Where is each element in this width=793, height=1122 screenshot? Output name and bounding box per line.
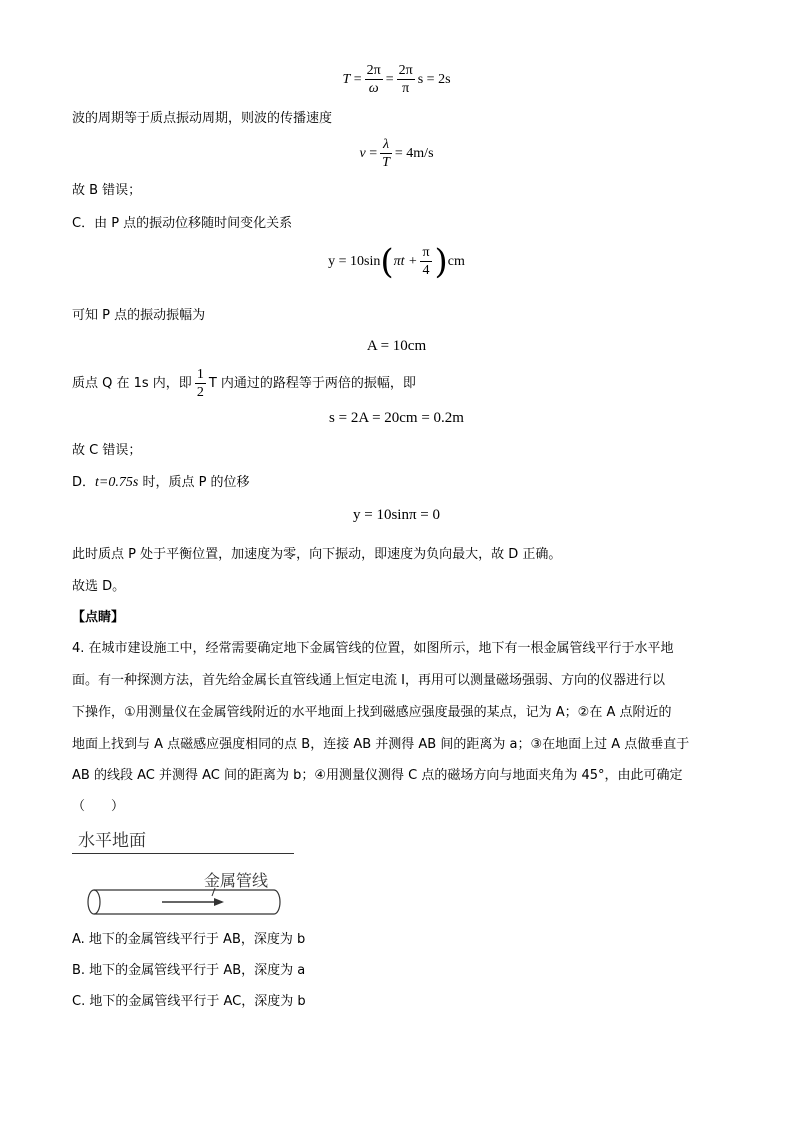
- eq-period-frac2: $\frac{2\pi}{\pi}$: [398, 63, 413, 96]
- q4-line6: （ ）: [72, 799, 125, 814]
- text-line6: 故 C 错误；: [72, 443, 142, 458]
- equation-displacement-t: y = 10sinπ = 0: [353, 507, 440, 523]
- text-line5-frac: $\frac{1}{2}$: [196, 367, 204, 400]
- comment-label: 【点睛】: [72, 610, 125, 625]
- q4-line4: 地面上找到与 A 点磁感应强度相同的点 B，连接 AB 并测得 AB 间的距离为 a；③在地面上过 A 点做垂直于: [72, 737, 690, 752]
- text-line8: 此时质点 P 处于平衡位置，加速度为零，向下振动，即速度为负向最大，故 D 正确。: [72, 547, 562, 562]
- option-a: A. 地下的金属管线平行于 AB，深度为 b: [72, 932, 306, 947]
- equation-speed: v = $\frac{\lambda}{T}$ = 4m/s: [359, 137, 434, 170]
- eq-period-tail: s = 2s: [417, 71, 451, 87]
- current-arrow-head: [214, 898, 224, 906]
- text-line9: 故选 D。: [72, 579, 126, 594]
- ground-label: 水平地面: [78, 831, 146, 851]
- q4-line5: AB 的线段 AC 并测得 AC 间的距离为 b；④用测量仪测得 C 点的磁场方向与地面夹角为 45°，由此可确定: [72, 768, 683, 783]
- eq-speed-tail: = 4m/s: [394, 145, 434, 161]
- pipe-label-leader: [212, 888, 215, 896]
- text-line1: 波的周期等于质点振动周期，则波的传播速度: [72, 111, 333, 126]
- option-b: B. 地下的金属管线平行于 AB，深度为 a: [72, 963, 306, 978]
- eq-disp-inner: πt +: [393, 253, 418, 269]
- eq-disp-frac: $\frac{\pi}{4}$: [422, 245, 430, 278]
- eq-disp-lhs: y = 10sin: [328, 253, 381, 269]
- equation-displacement-p: y = 10sin ( πt + $\frac{\pi}{4}$ ) cm: [328, 241, 465, 282]
- text-line5: 质点 Q 在 1s 内，即 $\frac{1}{2}$ T 内通过的路程等于两倍的振幅，即: [72, 367, 416, 400]
- pipe-figure: [72, 820, 312, 920]
- text-line4: 可知 P 点的振动振幅为: [72, 308, 206, 323]
- q4-line3: 下操作，①用测量仪在金属管线附近的水平地面上找到磁感应强度最强的某点，记为 A；②在 A 点附近的: [72, 705, 672, 720]
- equation-period: T = $\frac{2\pi}{\omega}$ = $\frac{2\pi}{\pi}$ s = 2s: [342, 63, 451, 96]
- equation-amplitude: A = 10cm: [366, 338, 427, 354]
- eq-period-lhs: T: [342, 71, 351, 87]
- eq-period-frac1: $\frac{2\pi}{\omega}$: [366, 63, 381, 96]
- text-line3: C．由 P 点的振动位移随时间变化关系: [72, 216, 293, 231]
- eq-speed-lhs: v: [359, 145, 366, 161]
- text-line2: 故 B 错误；: [72, 183, 142, 198]
- eq-speed-frac: $\frac{\lambda}{T}$: [382, 137, 390, 170]
- option-c: C. 地下的金属管线平行于 AC，深度为 b: [72, 994, 306, 1009]
- pipe-end-left: [88, 890, 100, 914]
- eq-disp-tail: cm: [447, 253, 465, 269]
- pipe-drawing: [72, 820, 312, 920]
- q4-line2: 面。有一种探测方法，首先给金属长直管线通上恒定电流 I，再用可以测量磁场强弱、方向的仪器进行以: [72, 673, 665, 688]
- pipe-label: 金属管线: [204, 871, 269, 890]
- text-line7: D．t=0.75s 时，质点 P 的位移: [72, 475, 250, 490]
- q4-line1: 4. 在城市建设施工中，经常需要确定地下金属管线的位置，如图所示，地下有一根金属管线平行于水平地: [72, 641, 674, 656]
- equation-path: s = 2A = 20cm = 0.2m: [329, 410, 464, 426]
